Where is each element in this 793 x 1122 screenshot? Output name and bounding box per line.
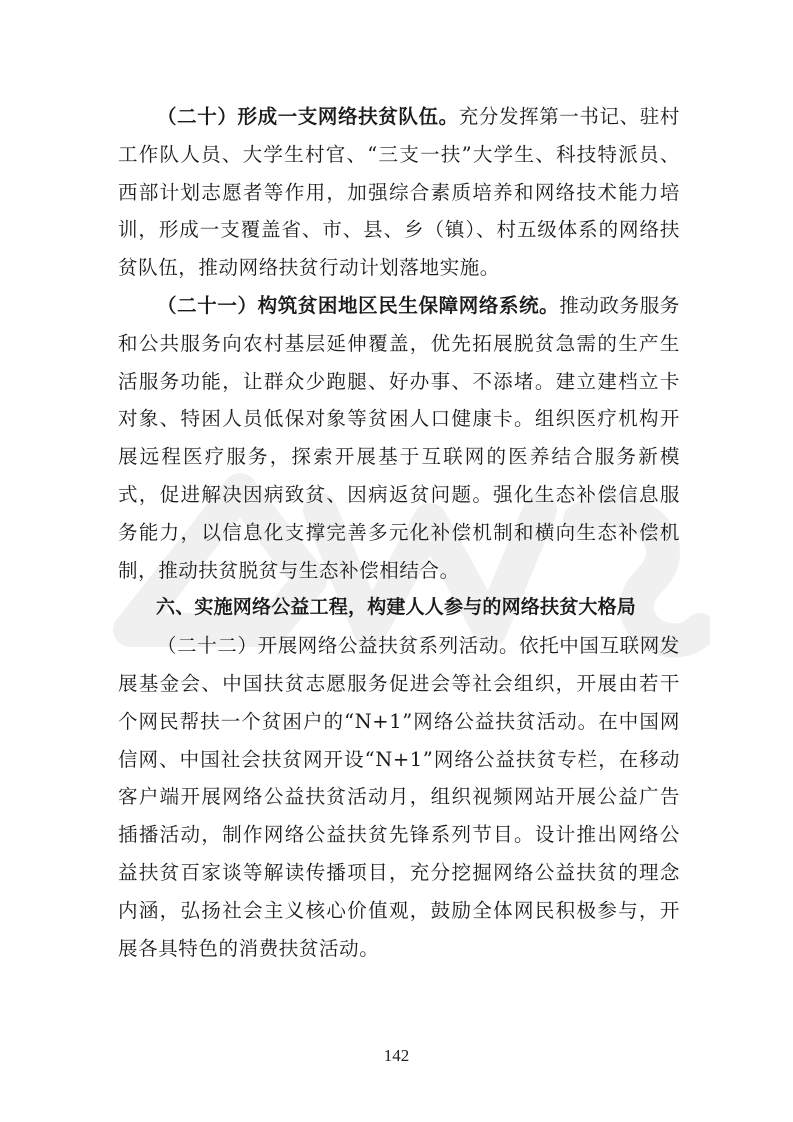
paragraph-20-body: 充分发挥第一书记、驻村工作队人员、大学生村官、“三支一扶”大学生、科技特派员、西部计划志愿者等作用，加强综合素质培养和网络技术能力培训，形成一支覆盖省、市、县、乡（镇）、村五级体系的网络扶贫队伍，推动网络扶贫行动计划落地实施。: [118, 105, 680, 280]
paragraph-21-body: 推动政务服务和公共服务向农村基层延伸覆盖，优先拓展脱贫急需的生产生活服务功能，让群众少跑腿、好办事、不添堵。建立建档立卡对象、特困人员低保对象等贫困人口健康卡。组织医疗机构开展远程医疗服务，探索开展基于互联网的医养结合服务新模式，促进解决因病致贫、因病返贫问题。强化生态补偿信息服务能力，以信息化支撑完善多元化补偿机制和横向生态补偿机制，推动扶贫脱贫与生态补偿相结合。: [118, 293, 680, 582]
paragraph-20-lead: （二十）形成一支网络扶贫队伍。: [157, 105, 459, 128]
paragraph-22-lead: （二十二）开展网络公益扶贫系列活动。: [157, 634, 520, 658]
document-body: [118, 98, 680, 967]
paragraph-20: [118, 98, 680, 287]
paragraph-22-body: 依托中国互联网发展基金会、中国扶贫志愿服务促进会等社会组织，开展由若干个网民帮扶一个贫困户的“N+1”网络公益扶贫活动。在中国网信网、中国社会扶贫网开设“N+1”网络公益扶贫专栏，在移动客户端开展网络公益扶贫活动月，组织视频网站开展公益广告插播活动，制作网络公益扶贫先锋系列节目。设计推出网络公益扶贫百家谈等解读传播项目，充分挖掘网络公益扶贫的理念内涵，弘扬社会主义核心价值观，鼓励全体网民积极参与，开展各具特色的消费扶贫活动。: [118, 634, 680, 960]
section-heading: 六、实施网络公益工程，构建人人参与的网络扶贫大格局: [156, 596, 637, 619]
paragraph-22: [118, 627, 680, 967]
page-number: 142: [383, 1046, 410, 1065]
paragraph-21: [118, 287, 680, 589]
paragraph-21-lead: （二十一）构筑贫困地区民生保障网络系统。: [157, 293, 560, 317]
